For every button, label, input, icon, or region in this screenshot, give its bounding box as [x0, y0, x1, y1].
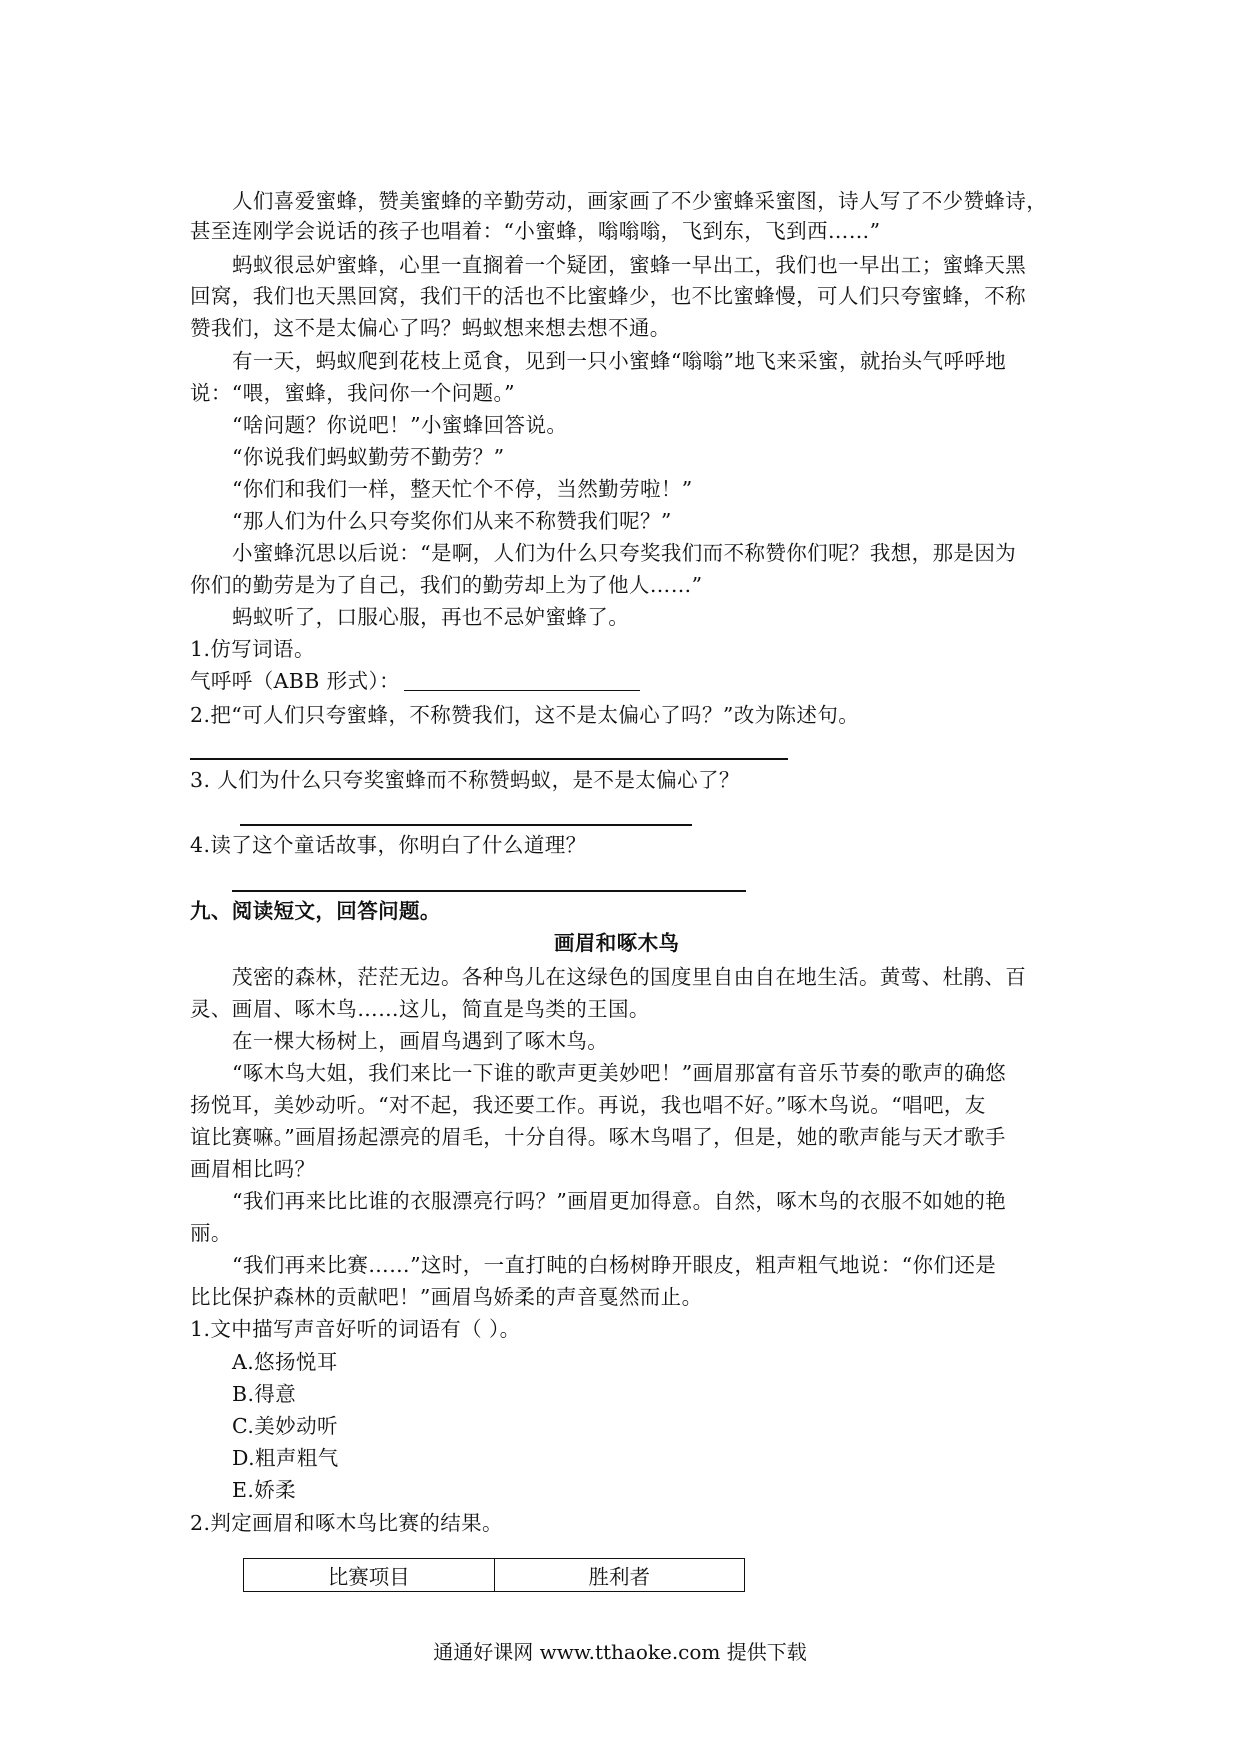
table-header-winner: 胜利者: [494, 1559, 745, 1592]
story2-line: 丽。: [190, 1221, 232, 1245]
answer-line-2[interactable]: [190, 758, 788, 760]
story2-question-2: 2.判定画眉和啄木鸟比赛的结果。: [190, 1511, 503, 1535]
story1-line: 赞我们，这不是太偏心了吗？蚂蚁想来想去想不通。: [190, 316, 671, 340]
question-1-prompt: [190, 666, 640, 696]
section-9-heading: 九、阅读短文，回答问题。: [190, 899, 441, 923]
story2-line: 灵、画眉、啄木鸟……这儿，简直是鸟类的王国。: [190, 997, 650, 1021]
option-a[interactable]: A.悠扬悦耳: [232, 1350, 338, 1374]
story1-line: “你们和我们一样，整天忙个不停，当然勤劳啦！”: [232, 477, 693, 501]
table-header-event: 比赛项目: [244, 1559, 495, 1592]
option-c[interactable]: C.美妙动听: [232, 1414, 338, 1438]
story1-line: 小蜜蜂沉思以后说：“是啊，人们为什么只夸奖我们而不称赞你们呢？我想，那是因为: [232, 541, 1017, 565]
story2-line: 比比保护森林的贡献吧！”画眉鸟娇柔的声音戛然而止。: [190, 1285, 703, 1309]
story2-line: “啄木鸟大姐，我们来比一下谁的歌声更美妙吧！”画眉那富有音乐节奏的歌声的确悠: [232, 1061, 1007, 1085]
story1-line: 人们喜爱蜜蜂，赞美蜜蜂的辛勤劳动，画家画了不少蜜蜂采蜜图，诗人写了不少赞蜂诗，: [232, 189, 1048, 213]
question-1-prompt-text: 气呼呼（ABB 形式）：: [190, 669, 400, 693]
story2-line: “我们再来比赛……”这时，一直打盹的白杨树睁开眼皮，粗声粗气地说：“你们还是: [232, 1253, 997, 1277]
table-header-row: [244, 1559, 745, 1592]
option-b[interactable]: B.得意: [232, 1382, 297, 1406]
story2-line: 谊比赛嘛。”画眉扬起漂亮的眉毛，十分自得。啄木鸟唱了，但是，她的歌声能与天才歌手: [190, 1125, 1006, 1149]
story2-line: “我们再来比比谁的衣服漂亮行吗？”画眉更加得意。自然，啄木鸟的衣服不如她的艳: [232, 1189, 1007, 1213]
story1-line: 有一天，蚂蚁爬到花枝上觅食，见到一只小蜜蜂“嗡嗡”地飞来采蜜，就抬头气呼呼地: [232, 349, 1007, 373]
story1-line: 你们的勤劳是为了自己，我们的勤劳却上为了他人……”: [190, 573, 703, 597]
question-3: 3. 人们为什么只夸奖蜜蜂而不称赞蚂蚁，是不是太偏心了？: [190, 768, 740, 792]
story1-line: 甚至连刚学会说话的孩子也唱着：“小蜜蜂，嗡嗡嗡，飞到东，飞到西……”: [190, 219, 881, 243]
option-d[interactable]: D.粗声粗气: [232, 1446, 339, 1470]
story1-line: “那人们为什么只夸奖你们从来不称赞我们呢？”: [232, 509, 672, 533]
story2-title: 画眉和啄木鸟: [554, 931, 680, 955]
page-footer: 通通好课网 www.tthaoke.com 提供下载: [433, 1640, 807, 1664]
story2-line: 扬悦耳，美妙动听。“对不起，我还要工作。再说，我也唱不好。”啄木鸟说。“唱吧，友: [190, 1093, 986, 1117]
story1-line: 蚂蚁很忌妒蜜蜂，心里一直搁着一个疑团，蜜蜂一早出工，我们也一早出工；蜜蜂天黑: [232, 253, 1027, 277]
story2-line: 茂密的森林，茫茫无边。各种鸟儿在这绿色的国度里自由自在地生活。黄莺、杜鹃、百: [232, 965, 1027, 989]
story1-line: “你说我们蚂蚁勤劳不勤劳？”: [232, 445, 505, 469]
question-4: 4.读了这个童话故事，你明白了什么道理？: [190, 833, 587, 857]
story1-line: 蚂蚁听了，口服心服，再也不忌妒蜜蜂了。: [232, 605, 630, 629]
story1-line: “啥问题？你说吧！”小蜜蜂回答说。: [232, 413, 568, 437]
story2-line: 画眉相比吗？: [190, 1157, 316, 1181]
story2-question-1: 1.文中描写声音好听的词语有（ ）。: [190, 1317, 521, 1341]
story1-line: 说：“喂，蜜蜂，我问你一个问题。”: [190, 381, 516, 405]
story2-line: 在一棵大杨树上，画眉鸟遇到了啄木鸟。: [232, 1029, 609, 1053]
result-table: [243, 1558, 745, 1592]
answer-line-4[interactable]: [232, 890, 746, 892]
option-e[interactable]: E.娇柔: [232, 1478, 297, 1502]
story1-line: 回窝，我们也天黑回窝，我们干的活也不比蜜蜂少，也不比蜜蜂慢，可人们只夸蜜蜂，不称: [190, 284, 1026, 308]
answer-blank[interactable]: [404, 670, 640, 691]
answer-line-3[interactable]: [240, 824, 692, 826]
question-2: 2.把“可人们只夸蜜蜂，不称赞我们，这不是太偏心了吗？”改为陈述句。: [190, 703, 860, 727]
question-1: 1.仿写词语。: [190, 637, 315, 661]
